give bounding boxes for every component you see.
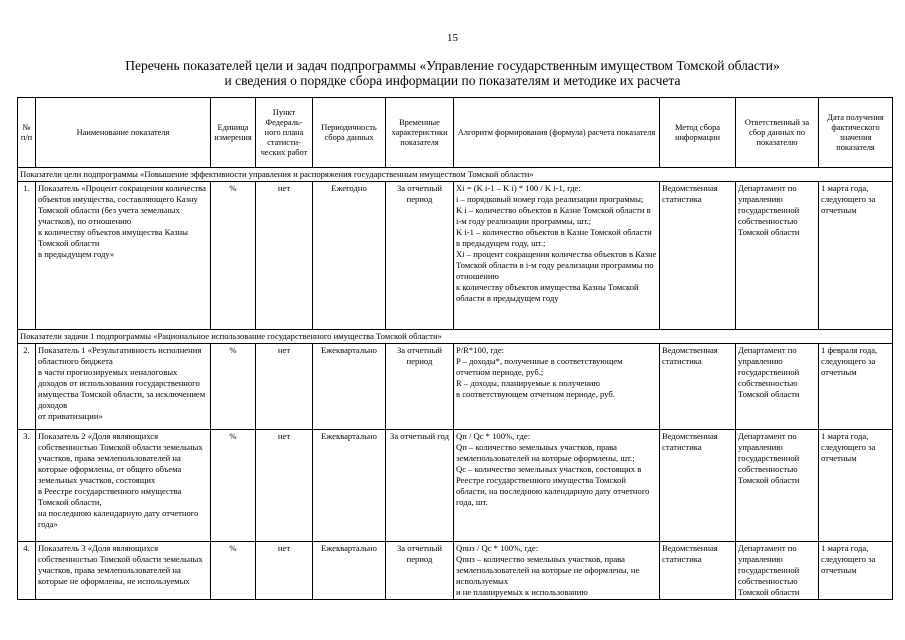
- section-row-goal: [18, 168, 893, 182]
- cell-responsible: Департамент по управлению государственной собственностью Томской области: [736, 430, 819, 542]
- cell-time: За отчетный год: [386, 430, 454, 542]
- cell-name: Показатель 3 «Доля являющихся собственностью Томской области земельных участков, права землепользователей на которые не оформлены, не используемых: [36, 542, 211, 600]
- header-date: Дата получения фактического значения показателя: [819, 98, 893, 168]
- cell-num: 3.: [18, 430, 36, 542]
- cell-algorithm: Qпнз / Qс * 100%, где: Qпнз – количество земельных участков, права землепользователей на которые не оформлены, не используемых и не планируемых к использованию: [454, 542, 660, 600]
- cell-method: Ведомственная статистика: [660, 182, 736, 330]
- cell-name: Показатель 1 «Результативность исполнения областного бюджета в части прогнозируемых неналоговых доходов от использования государственного имущества Томской области, за исключением доходов от приватизации»: [36, 344, 211, 430]
- title-line-1: Перечень показателей цели и задач подпрограммы «Управление государственным имуществом Томской области»: [125, 58, 780, 73]
- header-fed-plan: Пункт Федераль-ного плана статисти-ческих работ: [256, 98, 313, 168]
- cell-periodicity: Ежеквартально: [313, 344, 386, 430]
- cell-name: Показатель «Процент сокращения количества объектов имущества, составляющего Казну Томской области (без учета земельных участков), по отношению к количеству объектов имущества Казны Томской области в предыдущем году»: [36, 182, 211, 330]
- table-row: [18, 182, 893, 330]
- cell-responsible: Департамент по управлению государственной собственностью Томской области: [736, 344, 819, 430]
- cell-periodicity: Ежеквартально: [313, 542, 386, 600]
- cell-unit: %: [211, 430, 256, 542]
- section-title: Показатели задачи 1 подпрограммы «Рациональное использование государственного имущества Томской области»: [18, 330, 893, 344]
- cell-responsible: Департамент по управлению государственной собственностью Томской области: [736, 542, 819, 600]
- section-title: Показатели цели подпрограммы «Повышение эффективности управления и распоряжения государственным имуществом Томской области»: [18, 168, 893, 182]
- cell-method: Ведомственная статистика: [660, 542, 736, 600]
- table-row: [18, 430, 893, 542]
- cell-fed-plan: нет: [256, 430, 313, 542]
- cell-algorithm: Xi = (K i-1 – K i) * 100 / K i-1, где: i – порядковый номер года реализации программы; K i – количество объектов в Казне Томской области в i-м году реализации программы, шт.; K i-1 – количество объектов в Казне Томской области в предыдущем году, шт.; Xi – процент сокращения количества объектов в Казне Томской области в i-м году реализации программы по отношению к количеству объектов имущества Казны Томской области в предыдущем году: [454, 182, 660, 330]
- header-name: Наименование показателя: [36, 98, 211, 168]
- cell-num: 4.: [18, 542, 36, 600]
- cell-name: Показатель 2 «Доля являющихся собственностью Томской области земельных участков, права землепользователей на которые оформлены, от общего объема земельных участков, состоящих в Реестре государственного имущества Томской области, на последнюю календарную дату отчетного года»: [36, 430, 211, 542]
- title-line-2: и сведения о порядке сбора информации по показателям и методике их расчета: [224, 73, 681, 88]
- cell-time: За отчетный период: [386, 182, 454, 330]
- cell-time: За отчетный период: [386, 542, 454, 600]
- section-row-task: [18, 330, 893, 344]
- cell-date: 1 февраля года, следующего за отчетным: [819, 344, 893, 430]
- cell-fed-plan: нет: [256, 542, 313, 600]
- cell-periodicity: Ежеквартально: [313, 430, 386, 542]
- cell-method: Ведомственная статистика: [660, 430, 736, 542]
- cell-unit: %: [211, 182, 256, 330]
- header-num: № п/п: [18, 98, 36, 168]
- cell-responsible: Департамент по управлению государственной собственностью Томской области: [736, 182, 819, 330]
- header-unit: Единица измерения: [211, 98, 256, 168]
- cell-algorithm: P/R*100, где: P – доходы*, полученные в соответствующем отчетном периоде, руб.; R – доходы, планируемые к получению в соответствующем отчетном периоде, руб.: [454, 344, 660, 430]
- cell-algorithm: Qп / Qс * 100%, где: Qп – количество земельных участков, права землепользователей на которые оформлены, шт.; Qс – количество земельных участков, состоящих в Реестре государственного имущества Томской области, на последнюю календарную дату отчетного года, шт.: [454, 430, 660, 542]
- header-algorithm: Алгоритм формирования (формула) расчета показателя: [454, 98, 660, 168]
- table-row: [18, 542, 893, 600]
- header-time: Временные характеристики показателя: [386, 98, 454, 168]
- header-periodicity: Периодичность сбора данных: [313, 98, 386, 168]
- indicators-table: [17, 97, 893, 600]
- document-title: [60, 58, 845, 88]
- cell-num: 1.: [18, 182, 36, 330]
- cell-date: 1 марта года, следующего за отчетным: [819, 542, 893, 600]
- cell-date: 1 марта года, следующего за отчетным: [819, 182, 893, 330]
- cell-fed-plan: нет: [256, 182, 313, 330]
- cell-fed-plan: нет: [256, 344, 313, 430]
- cell-date: 1 марта года, следующего за отчетным: [819, 430, 893, 542]
- cell-method: Ведомственная статистика: [660, 344, 736, 430]
- table-header-row: [18, 98, 893, 168]
- cell-unit: %: [211, 542, 256, 600]
- cell-time: За отчетный период: [386, 344, 454, 430]
- cell-unit: %: [211, 344, 256, 430]
- header-method: Метод сбора информации: [660, 98, 736, 168]
- cell-num: 2.: [18, 344, 36, 430]
- header-responsible: Ответственный за сбор данных по показателю: [736, 98, 819, 168]
- table-row: [18, 344, 893, 430]
- page-number: 15: [447, 32, 458, 44]
- cell-periodicity: Ежегодно: [313, 182, 386, 330]
